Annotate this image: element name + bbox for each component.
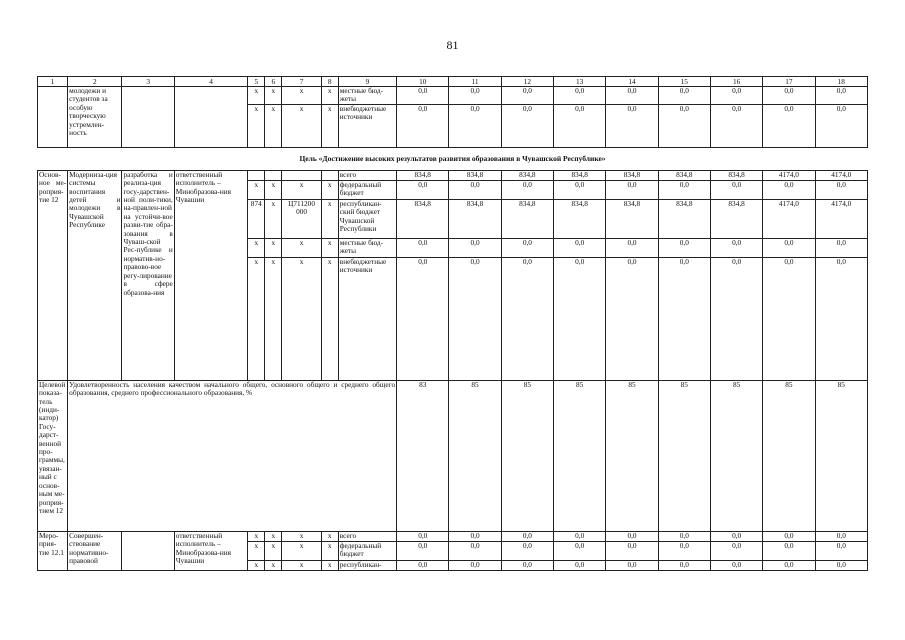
value-cell: 834,8: [501, 199, 553, 238]
code-cell: [248, 170, 265, 180]
value-cell: 834,8: [501, 170, 553, 180]
value-cell: 0,0: [658, 180, 710, 199]
code-cell: x: [321, 104, 338, 147]
header-col-9: 9: [338, 77, 396, 87]
value-cell: 0,0: [606, 531, 658, 541]
value-cell: 0,0: [815, 531, 867, 541]
value-cell: 0,0: [710, 238, 762, 257]
header-col-1: 1: [38, 77, 68, 87]
value-cell: 0,0: [554, 541, 606, 560]
value-cell: 0,0: [763, 560, 815, 570]
header-col-12: 12: [501, 77, 553, 87]
header-col-2: 2: [68, 77, 122, 87]
code-cell: x: [282, 87, 321, 105]
code-cell: x: [321, 87, 338, 105]
code-cell: x: [265, 199, 282, 238]
value-cell: 0,0: [658, 541, 710, 560]
value-cell: 0,0: [658, 104, 710, 147]
value-cell: 0,0: [763, 257, 815, 380]
code-cell: x: [282, 104, 321, 147]
value-cell: 0,0: [397, 180, 449, 199]
value-cell: 0,0: [815, 238, 867, 257]
funding-source: внебюджетные источники: [338, 257, 396, 380]
event-executor: [174, 87, 247, 148]
indicator-label: Целевой показа-тель (инди-катор) Госу-дарст-венной про-граммы, увязан-ный с основ-ным ме-роприя-тием 12: [38, 380, 68, 531]
value-cell: 834,8: [606, 170, 658, 180]
event-label: Меро-прия-тие 12.1: [38, 531, 68, 570]
code-cell: x: [265, 238, 282, 257]
funding-source: местные бюд-жеты: [338, 238, 396, 257]
value-cell: 0,0: [763, 238, 815, 257]
code-cell: x: [282, 238, 321, 257]
indicator-value: 85: [815, 380, 867, 531]
value-cell: 834,8: [710, 199, 762, 238]
value-cell: 0,0: [501, 180, 553, 199]
funding-source: федеральный бюджет: [338, 180, 396, 199]
event-task: [122, 87, 174, 148]
header-col-11: 11: [449, 77, 501, 87]
indicator-value: 83: [397, 380, 449, 531]
value-cell: 0,0: [554, 180, 606, 199]
value-cell: 0,0: [501, 87, 553, 105]
funding-source: местные бюд-жеты: [338, 87, 396, 105]
code-cell: [282, 170, 321, 180]
value-cell: 0,0: [710, 180, 762, 199]
code-cell: x: [248, 87, 265, 105]
budget-table: [37, 76, 868, 571]
value-cell: 4174,0: [763, 170, 815, 180]
table-row: [38, 87, 868, 105]
code-cell: x: [321, 560, 338, 570]
goal-row: [38, 147, 868, 170]
indicator-value: 85: [501, 380, 553, 531]
header-col-3: 3: [122, 77, 174, 87]
header-col-5: 5: [248, 77, 265, 87]
code-cell: x: [282, 180, 321, 199]
header-col-4: 4: [174, 77, 247, 87]
value-cell: 0,0: [397, 238, 449, 257]
code-cell: x: [321, 180, 338, 199]
indicator-row: [38, 380, 868, 531]
value-cell: 0,0: [554, 560, 606, 570]
header-row: [38, 77, 868, 87]
value-cell: 0,0: [763, 541, 815, 560]
value-cell: 0,0: [658, 531, 710, 541]
code-cell: x: [265, 560, 282, 570]
funding-source: республикан-ский бюджет Чувашской Республики: [338, 199, 396, 238]
page-number: 81: [446, 38, 459, 52]
main-event-executor: ответственный исполнитель – Минобразова-ния Чувашии: [174, 170, 247, 380]
value-cell: 0,0: [397, 541, 449, 560]
code-cell: x: [265, 104, 282, 147]
value-cell: 0,0: [501, 541, 553, 560]
code-cell: x: [265, 541, 282, 560]
event-name: молодежи и студентов за особую творческую устремлен-ность: [68, 87, 122, 148]
value-cell: 0,0: [449, 257, 501, 380]
value-cell: 834,8: [658, 199, 710, 238]
code-cell: [265, 170, 282, 180]
value-cell: 834,8: [449, 170, 501, 180]
value-cell: 0,0: [658, 87, 710, 105]
code-cell: x: [248, 531, 265, 541]
main-event-task: разработка и реализа-ция госу-дарствен-ной поли-тики, на-правлен-ной на устойчи-вое разви-тие обра-зования в Чуваш-ской Рес-публике и норматив-но-правово-вое регу-лирование в сфере образова-ния: [122, 170, 174, 380]
value-cell: 0,0: [449, 531, 501, 541]
value-cell: 0,0: [606, 87, 658, 105]
value-cell: 0,0: [658, 560, 710, 570]
event-name: Совершен-ствование нормативно-правовой: [68, 531, 122, 570]
value-cell: 834,8: [606, 199, 658, 238]
funding-source: всего: [338, 531, 396, 541]
value-cell: 0,0: [501, 238, 553, 257]
value-cell: 0,0: [815, 257, 867, 380]
value-cell: 0,0: [815, 87, 867, 105]
table-row: [38, 170, 868, 180]
value-cell: 0,0: [815, 541, 867, 560]
header-col-10: 10: [397, 77, 449, 87]
value-cell: 0,0: [710, 87, 762, 105]
code-cell: x: [321, 199, 338, 238]
value-cell: 0,0: [397, 104, 449, 147]
header-col-14: 14: [606, 77, 658, 87]
value-cell: 834,8: [397, 199, 449, 238]
code-cell: x: [248, 180, 265, 199]
header-col-15: 15: [658, 77, 710, 87]
value-cell: 0,0: [815, 560, 867, 570]
value-cell: 0,0: [554, 531, 606, 541]
value-cell: 834,8: [658, 170, 710, 180]
code-cell: x: [248, 560, 265, 570]
code-cell: x: [282, 257, 321, 380]
indicator-value: 85: [658, 380, 710, 531]
value-cell: 0,0: [449, 104, 501, 147]
value-cell: 0,0: [606, 238, 658, 257]
code-cell: x: [321, 238, 338, 257]
indicator-text: Удовлетворенность населения качеством начального общего, основного общего и среднего общего образования, среднего профессионального образования, %: [68, 380, 397, 531]
header-col-17: 17: [763, 77, 815, 87]
value-cell: 834,8: [554, 170, 606, 180]
value-cell: 0,0: [501, 104, 553, 147]
code-cell: x: [282, 541, 321, 560]
value-cell: 0,0: [554, 238, 606, 257]
funding-source: внебюджетные источники: [338, 104, 396, 147]
header-col-7: 7: [282, 77, 321, 87]
value-cell: 834,8: [710, 170, 762, 180]
indicator-value: 85: [710, 380, 762, 531]
header-col-18: 18: [815, 77, 867, 87]
value-cell: 0,0: [449, 238, 501, 257]
main-event-label: Основ-ное ме-роприя-тие 12: [38, 170, 68, 380]
value-cell: 0,0: [710, 104, 762, 147]
row-label: [38, 87, 68, 148]
code-cell: x: [282, 531, 321, 541]
value-cell: 0,0: [449, 180, 501, 199]
value-cell: 0,0: [501, 531, 553, 541]
code-cell: x: [248, 257, 265, 380]
goal-title: Цель «Достижение высоких результатов развития образования в Чувашской Республике»: [38, 147, 868, 170]
value-cell: 0,0: [554, 87, 606, 105]
value-cell: 834,8: [449, 199, 501, 238]
value-cell: 4174,0: [815, 170, 867, 180]
code-cell: x: [248, 541, 265, 560]
funding-source: республикан-: [338, 560, 396, 570]
event-executor: ответственный исполнитель – Минобразова-ния Чувашии: [174, 531, 247, 570]
code-cell: x: [265, 531, 282, 541]
code-cell: x: [248, 104, 265, 147]
value-cell: 0,0: [501, 560, 553, 570]
value-cell: 834,8: [397, 170, 449, 180]
value-cell: 0,0: [658, 238, 710, 257]
value-cell: 0,0: [658, 257, 710, 380]
value-cell: 0,0: [554, 104, 606, 147]
table-body: [38, 77, 868, 571]
value-cell: 4174,0: [815, 199, 867, 238]
value-cell: 0,0: [815, 104, 867, 147]
value-cell: 0,0: [449, 541, 501, 560]
value-cell: 0,0: [763, 104, 815, 147]
code-cell: x: [248, 238, 265, 257]
value-cell: 0,0: [606, 541, 658, 560]
value-cell: 0,0: [606, 257, 658, 380]
code-cell: 874: [248, 199, 265, 238]
value-cell: 0,0: [397, 257, 449, 380]
value-cell: 0,0: [710, 560, 762, 570]
table-row: [38, 531, 868, 541]
value-cell: 4174,0: [763, 199, 815, 238]
value-cell: 0,0: [763, 87, 815, 105]
value-cell: 0,0: [763, 180, 815, 199]
code-cell: x: [321, 531, 338, 541]
value-cell: 834,8: [554, 199, 606, 238]
value-cell: 0,0: [449, 560, 501, 570]
indicator-value: 85: [606, 380, 658, 531]
funding-source: всего: [338, 170, 396, 180]
code-cell: x: [321, 257, 338, 380]
value-cell: 0,0: [710, 531, 762, 541]
value-cell: 0,0: [449, 87, 501, 105]
value-cell: 0,0: [397, 87, 449, 105]
event-task: [122, 531, 174, 570]
main-event-name: Модерниза-ция системы воспитания детей и молодежи в Чувашской Республике: [68, 170, 122, 380]
header-col-13: 13: [554, 77, 606, 87]
value-cell: 0,0: [606, 180, 658, 199]
code-cell: x: [282, 560, 321, 570]
value-cell: 0,0: [710, 541, 762, 560]
value-cell: 0,0: [397, 531, 449, 541]
indicator-value: 85: [763, 380, 815, 531]
code-cell: x: [321, 541, 338, 560]
value-cell: 0,0: [710, 257, 762, 380]
code-cell: x: [265, 257, 282, 380]
code-cell: x: [265, 87, 282, 105]
value-cell: 0,0: [763, 531, 815, 541]
header-col-8: 8: [321, 77, 338, 87]
indicator-value: 85: [449, 380, 501, 531]
value-cell: 0,0: [606, 104, 658, 147]
value-cell: 0,0: [815, 180, 867, 199]
header-col-16: 16: [710, 77, 762, 87]
code-cell: [321, 170, 338, 180]
code-cell: Ц711200 000: [282, 199, 321, 238]
header-col-6: 6: [265, 77, 282, 87]
value-cell: 0,0: [554, 257, 606, 380]
indicator-value: 85: [554, 380, 606, 531]
value-cell: 0,0: [606, 560, 658, 570]
value-cell: 0,0: [397, 560, 449, 570]
code-cell: x: [265, 180, 282, 199]
funding-source: федеральный бюджет: [338, 541, 396, 560]
value-cell: 0,0: [501, 257, 553, 380]
